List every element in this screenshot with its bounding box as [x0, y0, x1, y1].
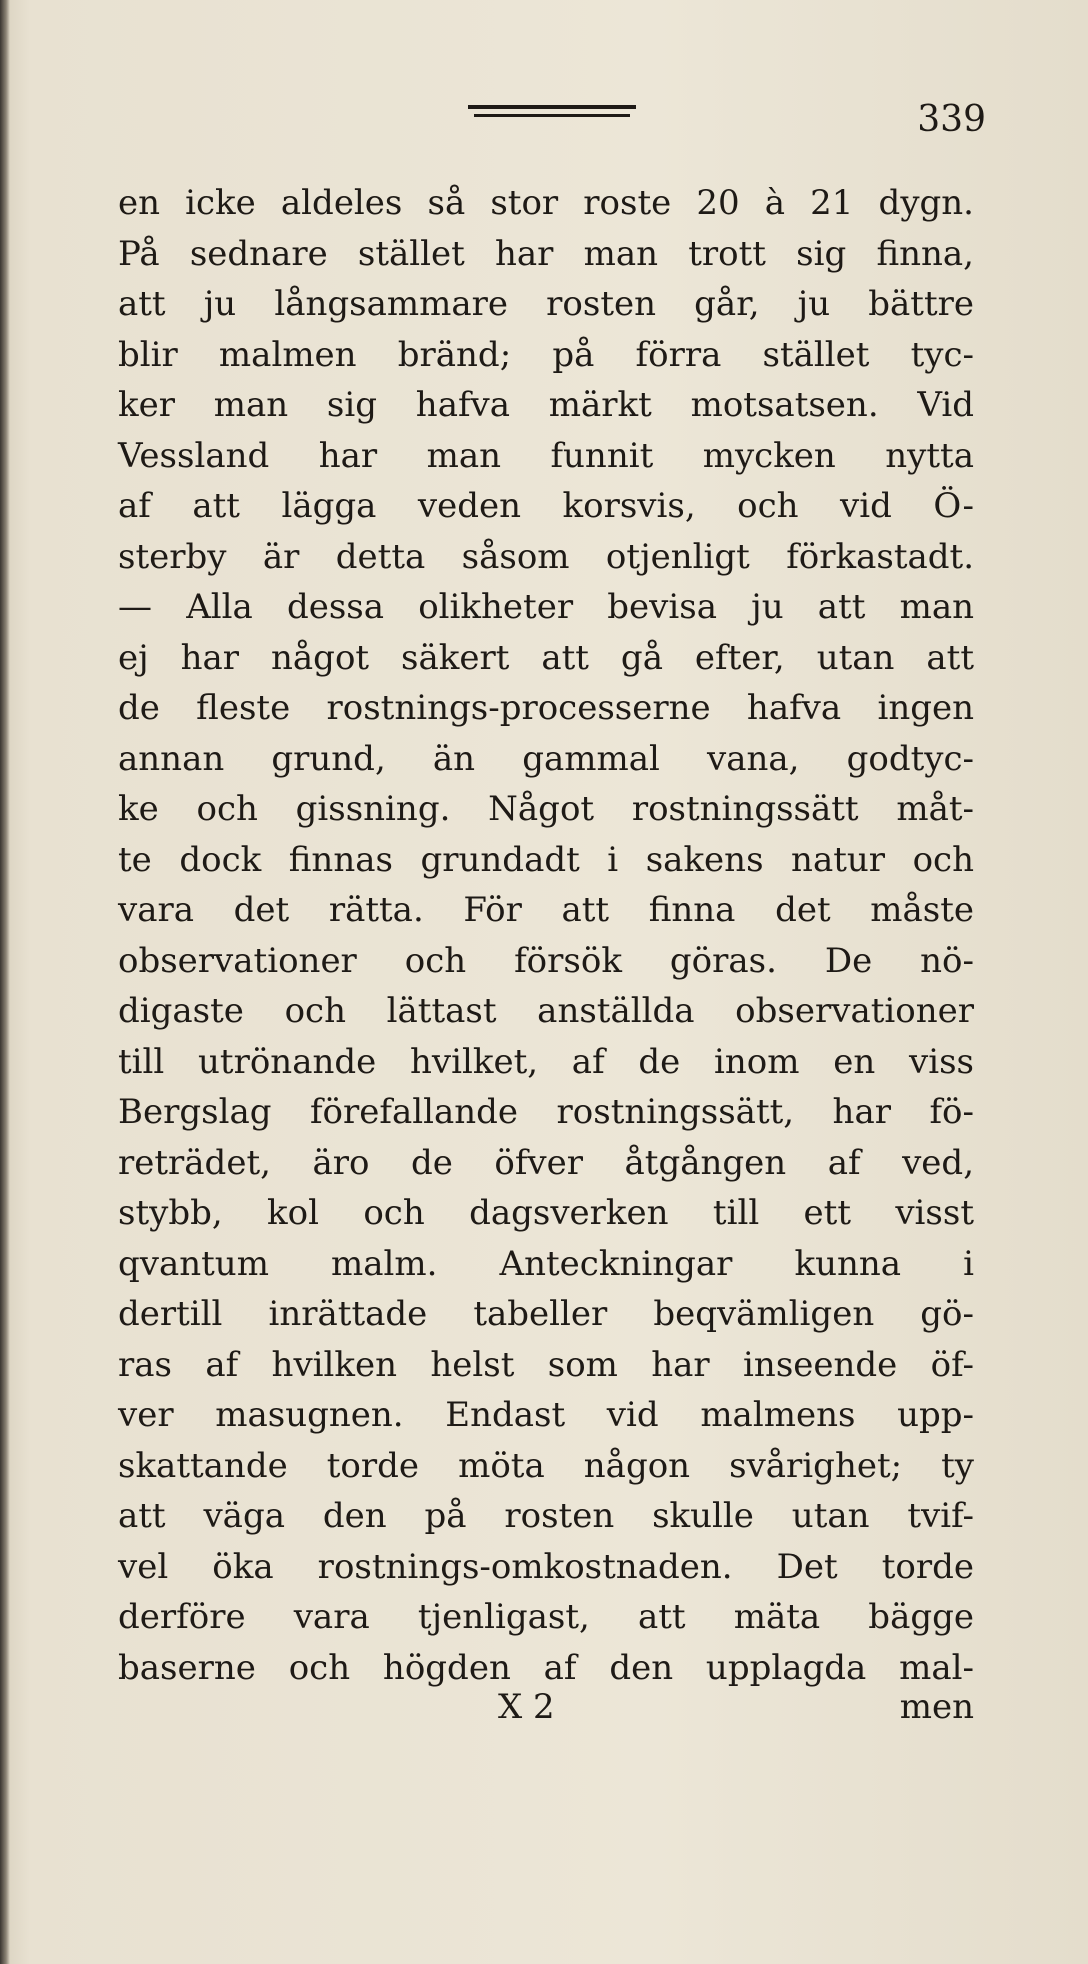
catchword: men: [899, 1687, 974, 1727]
ornament-rule: [468, 105, 636, 109]
page-number: 339: [917, 99, 986, 140]
body-text: [118, 178, 974, 1693]
text-line: baserne och högden af den upplagda mal-: [118, 1647, 974, 1688]
text-line: de fleste rostnings-processerne hafva ingen: [118, 688, 974, 728]
text-line: till utrönande hvilket, af de inom en viss: [118, 1041, 974, 1082]
text-line: annan grund, än gammal vana, godtyc-: [118, 738, 974, 779]
text-line: ras af hvilken helst som har inseende öf-: [118, 1344, 974, 1385]
text-line: — Alla dessa olikheter bevisa ju att man: [118, 587, 974, 627]
page-footer: [118, 1682, 974, 1732]
text-line: en icke aldeles så stor roste 20 à 21 dygn.: [118, 183, 974, 223]
text-line: stybb, kol och dagsverken till ett visst: [118, 1193, 974, 1233]
ornament-rule: [474, 114, 630, 117]
text-line: reträdet, äro de öfver åtgången af ved,: [118, 1142, 974, 1183]
header-ornament: [468, 105, 636, 127]
text-line: ke och gissning. Något rostningssätt måt-: [118, 789, 974, 829]
text-line: blir malmen bränd; på förra stället tyc-: [118, 334, 974, 375]
text-line: sterby är detta såsom otjenligt förkastadt.: [118, 536, 974, 577]
text-line: te dock finnas grundadt i sakens natur och: [118, 839, 974, 880]
text-line: dertill inrättade tabeller beqvämligen gö-: [118, 1294, 974, 1334]
text-line: att väga den på rosten skulle utan tvif-: [118, 1496, 974, 1536]
text-line: derföre vara tjenligast, att mäta bägge: [118, 1597, 974, 1637]
text-line: skattande torde möta någon svårighet; ty: [118, 1445, 974, 1486]
page-gutter-edge: [0, 0, 10, 1964]
text-line: ker man sig hafva märkt motsatsen. Vid: [118, 385, 974, 425]
text-line: vara det rätta. För att finna det måste: [118, 890, 974, 930]
text-line: observationer och försök göras. De nö-: [118, 940, 974, 981]
text-line: vel öka rostnings-omkostnaden. Det torde: [118, 1546, 974, 1587]
text-line: ver masugnen. Endast vid malmens upp-: [118, 1395, 974, 1435]
page-header: [0, 100, 1088, 140]
text-line: digaste och lättast anställda observationer: [118, 991, 974, 1031]
text-line: Bergslag förefallande rostningssätt, har fö-: [118, 1092, 974, 1132]
text-line: att ju långsammare rosten går, ju bättre: [118, 284, 974, 324]
text-line: ej har något säkert att gå efter, utan att: [118, 637, 974, 678]
signature-mark: X 2: [498, 1687, 555, 1727]
text-line: På sednare stället har man trott sig finna,: [118, 233, 974, 274]
text-line: af att lägga veden korsvis, och vid Ö-: [118, 486, 974, 526]
text-line: Vessland har man funnit mycken nytta: [118, 435, 974, 476]
text-line: qvantum malm. Anteckningar kunna i: [118, 1243, 974, 1284]
